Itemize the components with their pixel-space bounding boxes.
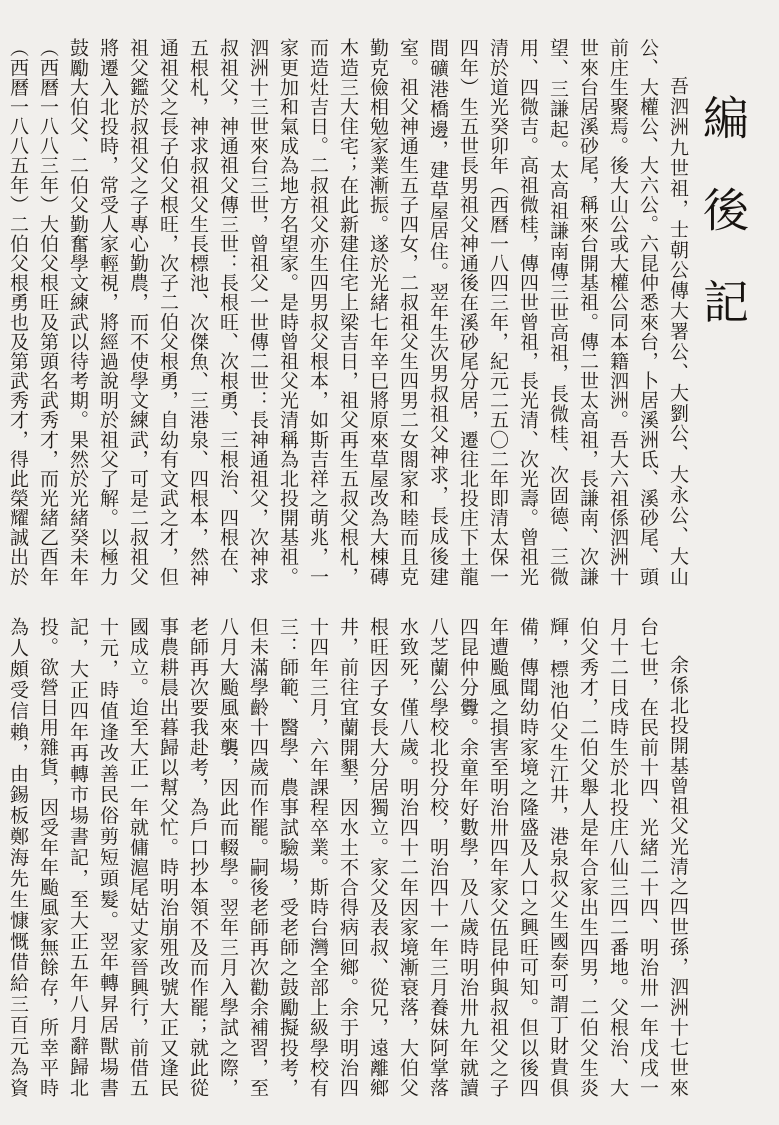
upper-text-block <box>7 38 693 586</box>
lower-text-block <box>7 617 693 1097</box>
lower-paragraph: 余係北投開基曾祖父光清之四世孫，泗洲十七世來台七世，在民前十四、光緒二十四、明治卅一年戊戌一月十二日戌時生於北投庄八仙三四二番地。父根治、大伯父秀才，二伯父舉人是年合家出生四男，二伯父生炎輝，標池伯父生江井，港泉叔父生國泰可謂丁財貴俱備，傳聞幼時家境之隆盛及人口之興旺可知。但以後四年遭颱風之損害至明治卅四年家父伍昆仲與叔祖父之子四昆仲分釁。余童年好數學，及八歲時明治卅九年就讀八芝蘭公學校北投分校，明治四十一年三月養妹阿掌落水致死，僅八歲。明治四十二年因家境漸衰落，大伯父根旺因子女長大分居獨立。家父及表叔、從兄，遠離鄉井，前往宜蘭開墾，因水土不合得病回鄉。余于明治四十四年三月，六年課程卒業。斯時台灣全部上級學校有三：師範、醫學、農事試驗場，受老師之鼓勵擬投考，但未滿學齡十四歲而作罷。嗣後老師再次勸余補習，至八月大颱風來襲，因此而輟學。翌年三月入學試之際，老師再次要我赴考，為戶口抄本領不及而作罷；就此從事農耕晨出暮歸以幫父忙。時明治崩殂改號大正又逢民國成立。迨至大正一年就傭滬尾姑丈家晉興行，前借五十元，時值逢改善民俗剪短頭髮。翌年轉昇居獸場書記，大正四年再轉市場書記，至大正五年八月辭歸北投。欲營日用雜貨，因受年年颱風家無餘存，所幸平時為人頗受信賴，由錫板鄭海先生慷慨借給三百元為資 <box>7 617 689 1097</box>
page-title: 編後記 <box>696 94 750 370</box>
upper-paragraph: 吾泗洲九世祖，士朝公傳大署公、大劉公、大永公、大山公、大權公、大六公。六昆仲悉來台，卜居溪洲氐、溪砂尾、頭前庄生聚焉。後大山公或大權公同本籍泗洲。吾大六祖係泗洲十世來台居溪砂尾，稱來台開基祖。傳二世太高祖，長謙南、次謙望、三謙起。太高祖謙南傳三世高祖，長微桂、次固德、三微用、四微吉。高祖微桂，傳四世曾祖，長光清、次光壽。曾祖光清於道光癸卯年（西曆一八四三年，紀元二五〇二年即清太保一四年）生五世長男祖父神通後在溪砂尾分居，遷往北投庄下土龍間礦港橋邊，建草屋居住。翌年生次男叔祖父神求，長成後建室。祖父神通生五子四女，二叔祖父生四男二女閤家和睦而且克勤克儉相勉家業漸振。遂於光緒七年辛巳將原來草屋改為大棟磚木造三大住宅；在此新建住宅上梁吉日，祖父再生五叔父根札，而造灶吉日。二叔祖父亦生四男叔父根本，如斯吉祥之萌兆，一家更加和氣成為地方名望家。是時曾祖父光清稱為北投開基祖。泗洲十三世來台三世，曾祖父一世傳二世：長神通祖父，次神求叔祖父，神通祖父傳三世：長根旺、次根勇、三根治、四根在、五根札，神求叔祖父生長標池、次傑魚、三港泉、四根本，然神通祖父之長子伯父根旺，次子二伯父根勇，自幼有文武之才，但祖父鑑於叔祖父之子專心勤農，而不使學文練武，可是二叔祖父將遷入北投時，常受人家輕視，將經過說明於祖父了解。以極力鼓勵大伯父、二伯父勤奮學文練武以待考期。果然於光緒癸未年（西曆一八八三年）大伯父根旺及第頭名武秀才，而光緒乙酉年（西曆一八八五年）二伯父根勇也及第武秀才，得此榮耀誠出於 <box>7 38 689 586</box>
